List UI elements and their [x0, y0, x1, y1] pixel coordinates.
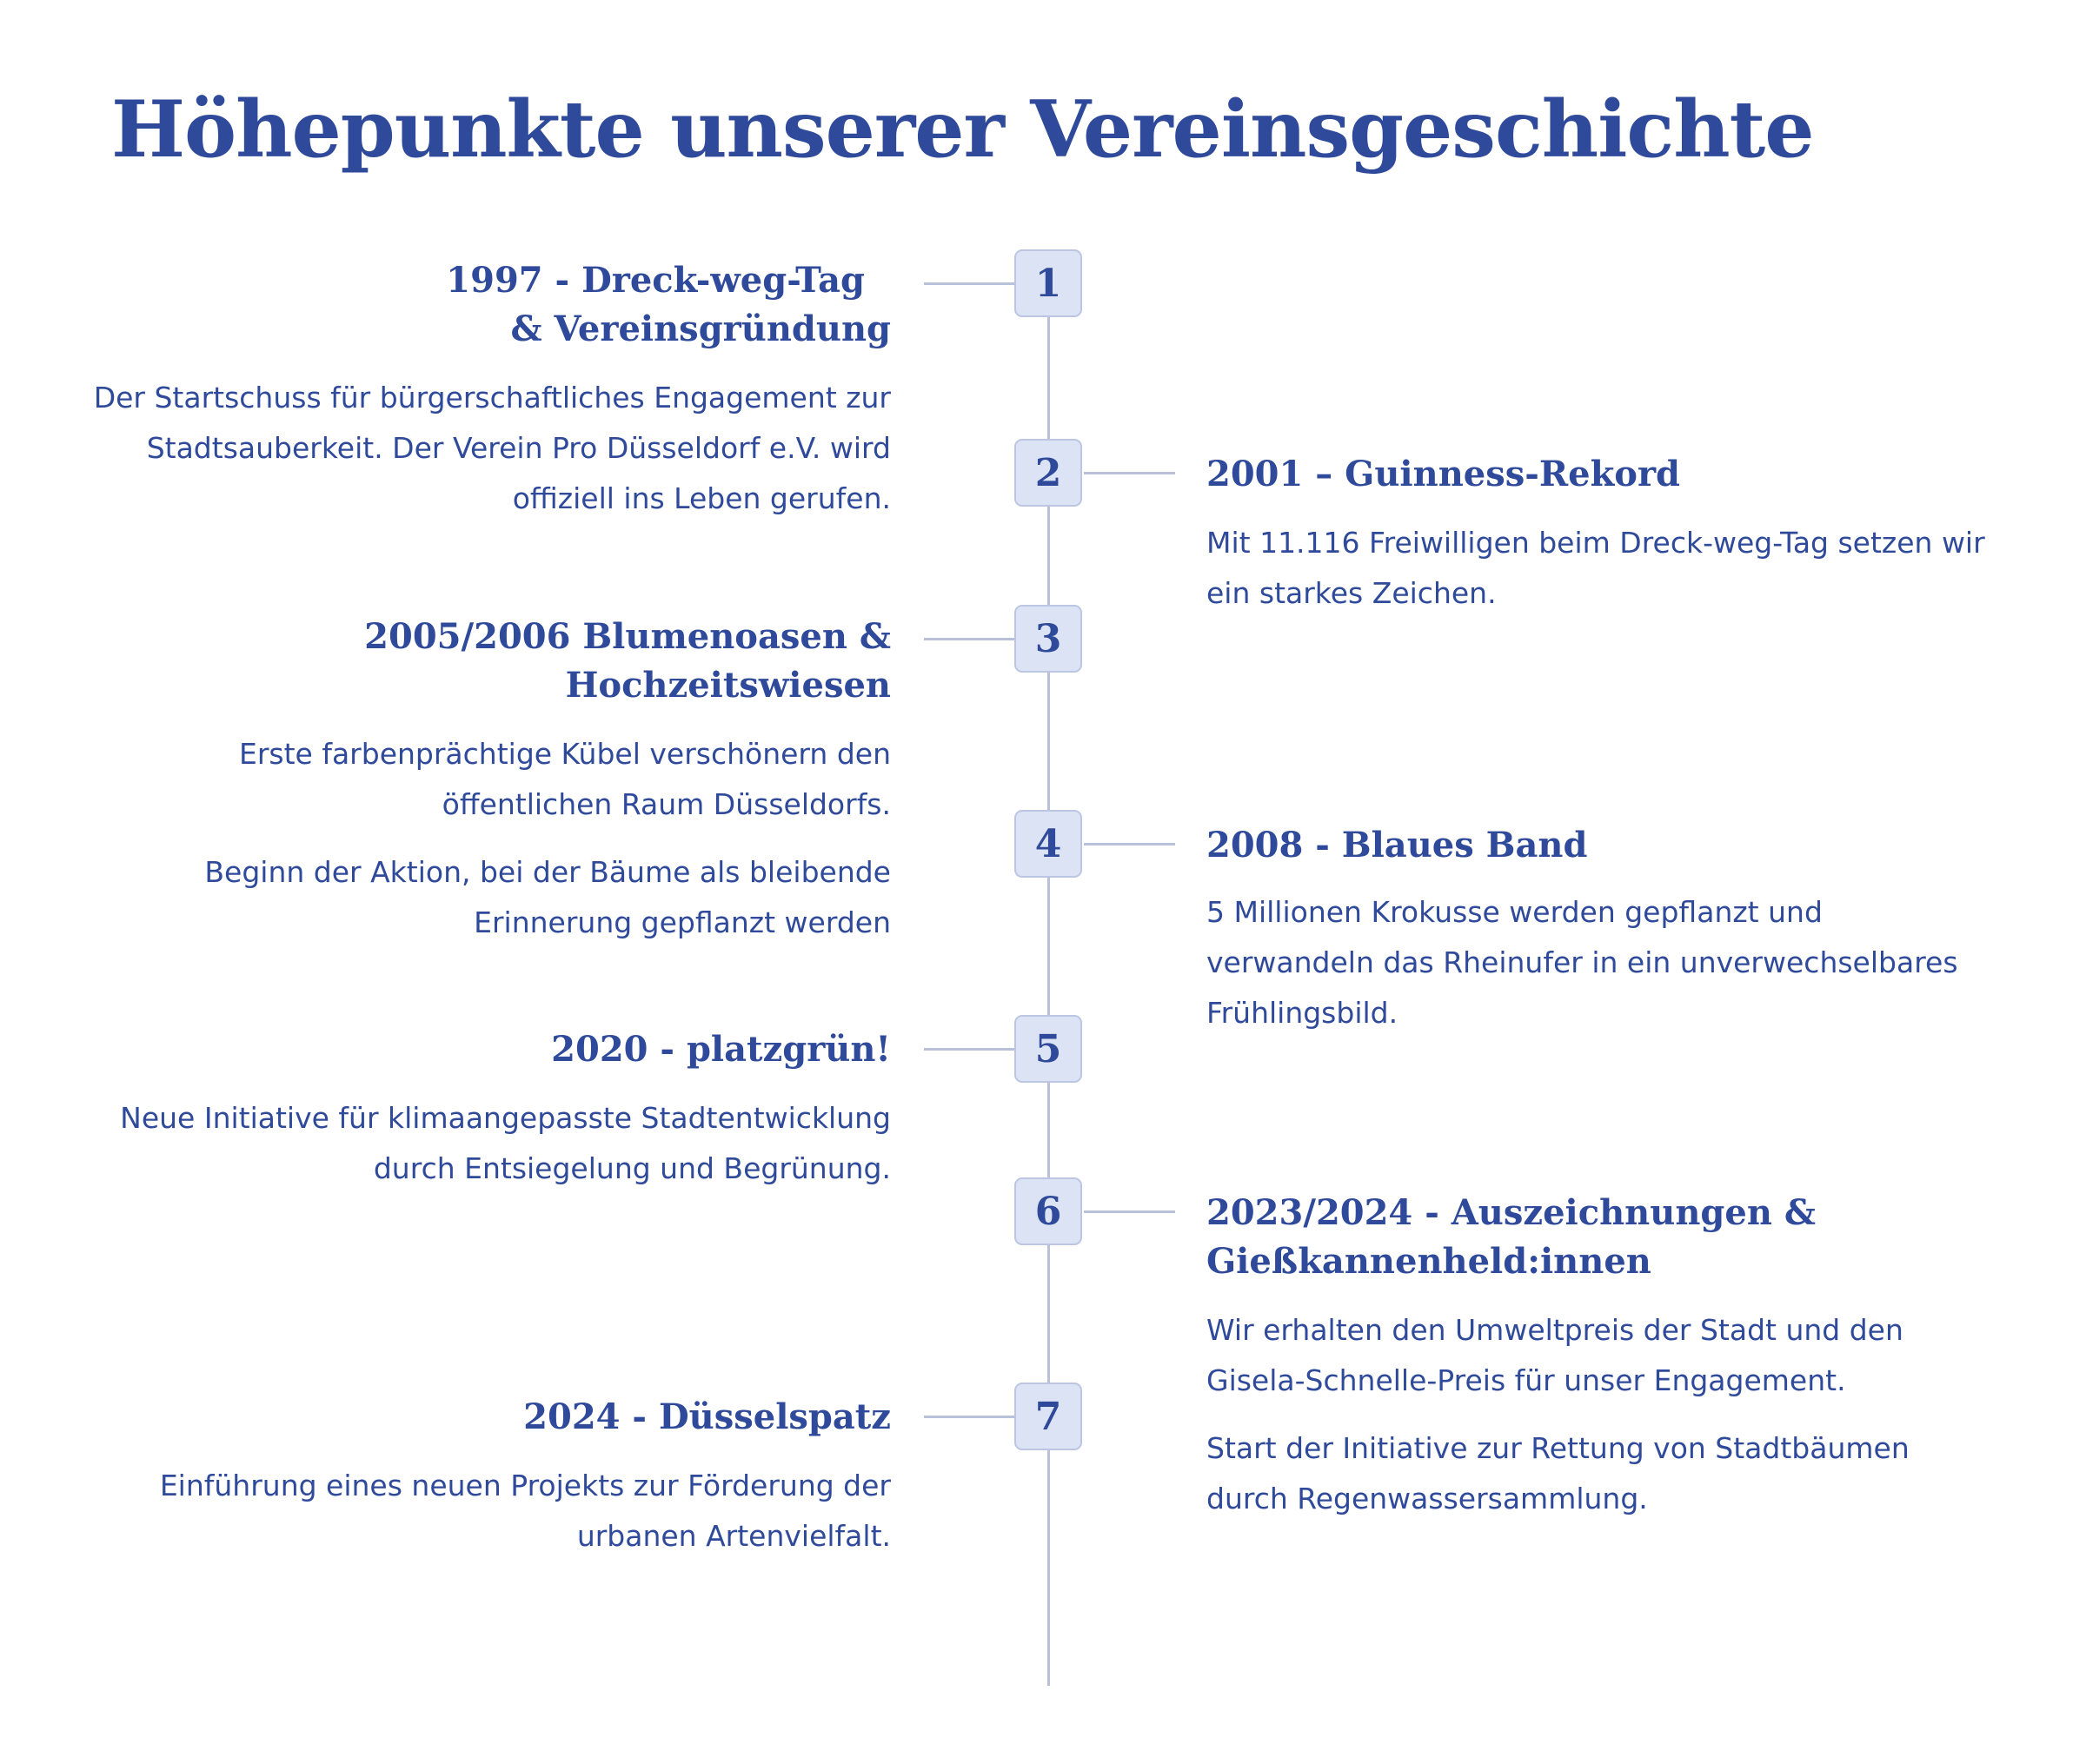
event-title-7 — [91, 1393, 891, 1442]
timeline-marker-3: 3 — [1014, 605, 1082, 673]
event-title-7-line-1: 2024 - Düsselspatz — [523, 1396, 891, 1437]
event-title-3 — [91, 613, 891, 710]
timeline-event-2 — [1206, 450, 1989, 619]
event-text-5: Neue Initiative für klimaangepasste Stadtentwicklung durch Entsiegelung und Begrünung. — [120, 1101, 891, 1185]
connector-3 — [924, 638, 1020, 640]
event-text-3a: Erste farbenprächtige Kübel verschönern den öffentlichen Raum Düsseldorfs. — [239, 737, 891, 821]
event-title-5 — [91, 1025, 891, 1074]
connector-6 — [1084, 1210, 1175, 1213]
connector-7 — [924, 1416, 1020, 1418]
connector-1 — [924, 282, 1020, 285]
event-text-6b: Start der Initiative zur Rettung von Stadtbäumen durch Regenwassersammlung. — [1206, 1431, 1910, 1515]
connector-5 — [924, 1048, 1020, 1051]
timeline-event-7 — [91, 1393, 891, 1562]
timeline-event-3 — [91, 613, 891, 948]
event-text-3b: Beginn der Aktion, bei der Bäume als bleibende Erinnerung gepflanzt werden — [204, 855, 891, 939]
timeline-marker-5: 5 — [1014, 1015, 1082, 1083]
event-title-4-line-1: 2008 - Blaues Band — [1206, 825, 1588, 865]
event-title-1-line-1: 1997 - Dreck-weg-Tag — [446, 260, 865, 301]
page-title: Höhepunkte unserer Vereinsgeschichte — [111, 83, 1814, 176]
event-text-2: Mit 11.116 Freiwilligen beim Dreck-weg-Tag setzen wir ein starkes Zeichen. — [1206, 526, 1985, 610]
timeline-event-5 — [91, 1025, 891, 1194]
event-title-6-line-1: 2023/2024 - Auszeichnungen & — [1206, 1192, 1816, 1233]
event-title-1-line-2: & Vereinsgründung — [510, 308, 891, 349]
connector-4 — [1084, 843, 1175, 846]
event-text-1: Der Startschuss für bürgerschaftliches Engagement zur Stadtsauberkeit. Der Verein Pro Düsseldorf e.V. wird offiziell ins Leben gerufen. — [93, 381, 891, 515]
connector-2 — [1084, 472, 1175, 474]
timeline-marker-4: 4 — [1014, 810, 1082, 878]
event-title-2 — [1206, 450, 1989, 499]
event-text-6a: Wir erhalten den Umweltpreis der Stadt und den Gisela-Schnelle-Preis für unser Engagement. — [1206, 1313, 1903, 1397]
event-title-1 — [87, 256, 891, 354]
event-title-2-line-1: 2001 – Guinness-Rekord — [1206, 454, 1680, 494]
event-title-6 — [1206, 1189, 1989, 1286]
event-text-4: 5 Millionen Krokusse werden gepflanzt und verwandeln das Rheinufer in ein unverwechselbares Frühlingsbild. — [1206, 895, 1958, 1030]
timeline-marker-2: 2 — [1014, 439, 1082, 507]
event-title-5-line-1: 2020 - platzgrün! — [551, 1029, 891, 1070]
timeline-marker-1: 1 — [1014, 249, 1082, 317]
timeline-event-1 — [87, 256, 891, 524]
event-text-7: Einführung eines neuen Projekts zur Förderung der urbanen Artenvielfalt. — [159, 1469, 891, 1553]
event-title-4 — [1206, 821, 1989, 870]
timeline-event-6 — [1206, 1189, 1989, 1524]
timeline-marker-7: 7 — [1014, 1383, 1082, 1450]
event-title-3-line-1: 2005/2006 Blumenoasen & — [364, 616, 891, 657]
event-title-3-line-2: Hochzeitswiesen — [565, 665, 891, 706]
timeline-event-4 — [1206, 821, 1989, 1038]
event-title-6-line-2: Gießkannenheld:innen — [1206, 1241, 1651, 1282]
timeline-marker-6: 6 — [1014, 1177, 1082, 1245]
